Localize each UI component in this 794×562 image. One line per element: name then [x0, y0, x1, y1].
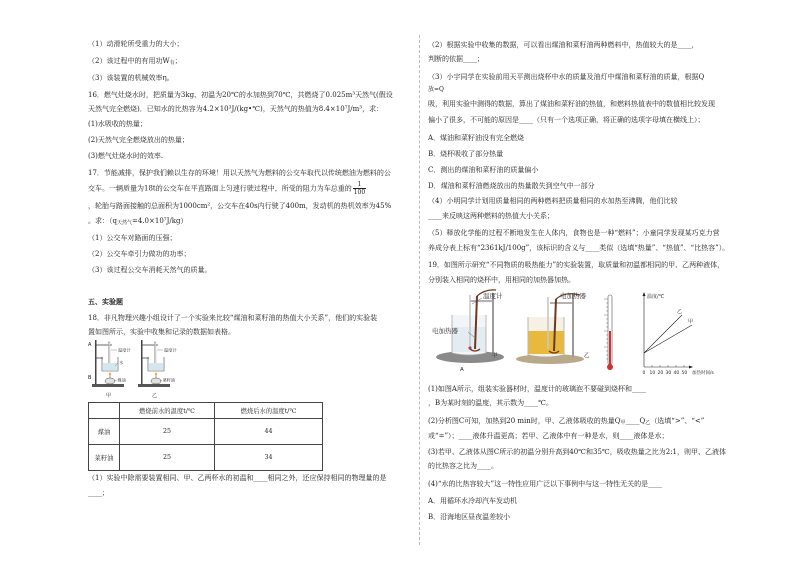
q18-part2-line2: 判断的依据____；: [428, 55, 484, 63]
q18-part4-line2: ____来反映这两种燃料的热值大小关系；: [428, 212, 554, 220]
q18-option-b: B．烧杯吸收了部分热量: [428, 150, 504, 158]
caption-jia: 甲: [106, 393, 112, 399]
q18-apparatus-figure: [88, 338, 180, 400]
rapeseed-oil-label: 菜籽油: [162, 377, 176, 383]
q15-part2-end: ；: [174, 57, 182, 65]
graph-x-label: 加热时间/s: [692, 371, 714, 376]
q19-part2-choices: （选填“>”、“<”: [650, 417, 705, 425]
q16-stem-line1: 16．燃气灶烧水时，把质量为3kg、初温为20℃的水加热到70℃，共燃烧了0.025m³天然气(假设: [88, 91, 393, 99]
q19-option-a: A．用循环水冷却汽车发动机: [428, 497, 518, 505]
q15-part2-subscript: 有: [169, 60, 175, 66]
graph-x-tick: 40: [673, 371, 680, 376]
q18-option-a: A．煤油和菜籽油没有完全燃烧: [428, 134, 525, 142]
q19-part2-text: (2)分析图C可知，加热到20 min时，甲、乙液体吸收的热量Q: [428, 417, 621, 425]
q-yi-subscript: 乙: [645, 420, 651, 426]
q18-part1-line1: （1）实验中除需要装置相同、甲、乙两杯水的初温和____相同之外，还应保持相同的物理量的是: [88, 474, 387, 482]
graph-x-tick: 50: [681, 371, 688, 376]
q17-stem-line3: ，轮胎与路面接触的总面积为1000cm²，公交车在40s内行驶了400m，发动机的热机效率为45%: [88, 202, 392, 210]
q18-stem-line1: 18．非凡物理兴趣小组设计了一个实验来比较“煤油和菜籽油的热值大小关系”，他们的实验装: [88, 314, 378, 322]
q19-part2-line1: [428, 416, 704, 428]
heater-label-jia: 电加热器: [432, 327, 458, 335]
q18-part5-line2: 养成分表上标有“2361kJ/100g”，该标识的含义与____类似（选填“热量”、“热值”、“比热容”）。: [428, 244, 730, 252]
q19-stem-line2: 分别装入相同的烧杯中，用相同的加热器加热。: [428, 276, 575, 284]
table-row: [89, 445, 323, 471]
graph-series-label-jia: 甲: [688, 319, 694, 325]
caption-jia: 甲: [492, 353, 498, 359]
table-cell: 煤油: [89, 419, 120, 445]
q17-line4-subscript: 天然气: [116, 220, 132, 226]
q16-part1: (1)水吸收的热量；: [88, 120, 147, 128]
q-jia-subscript: 甲: [620, 420, 626, 426]
q15-part3: （3）该装置的机械效率η。: [88, 74, 174, 82]
q18-data-table: [88, 402, 323, 471]
q17-line4-text: 。求：（q: [88, 217, 117, 225]
q17-stem-line4: [88, 216, 187, 228]
q17-part2: （2）公交车牵引力做功的功率；: [88, 250, 191, 258]
graph-series-label-yi: 乙: [677, 309, 683, 315]
section-title: 五、实验题: [88, 297, 123, 306]
caption-figure-a: A: [460, 367, 464, 373]
table-cell: 34: [215, 445, 323, 471]
q19-option-b: B．沿海地区昼夜温差较小: [428, 513, 511, 521]
fraction-numerator: 1: [353, 181, 366, 189]
q17-stem-line1: 17．节能减排，保护我们赖以生存的环境！用以天然气为燃料的公交车取代以传统燃油为燃料的公: [88, 169, 391, 177]
q16-part2: (2)天然气完全燃烧放出的热量；: [88, 136, 189, 144]
q18-option-c: C．测出的煤油和菜籽油的质量偏小: [428, 166, 539, 174]
temperature-time-graph: [643, 292, 715, 376]
heater-label-yi: 电加热器: [560, 292, 586, 300]
q15-part1: （1）动滑轮所受重力的大小；: [88, 40, 184, 48]
q19-part2-blank: ____Q: [625, 417, 646, 425]
q19-part2-line2: 或“=”）；____液体升温更高；若甲、乙液体中有一种是水，则____液体是水；: [428, 432, 669, 440]
q18-option-d: D．煤油和菜籽油燃烧放出的热量散失到空气中一部分: [428, 182, 595, 190]
q18-part3-line2: 放=Q: [428, 86, 444, 93]
caption-yi: 乙: [584, 353, 590, 359]
q19-part4: (4)“水的比热容较大”这一特性应用广泛以下事例中与这一特性无关的是____: [428, 480, 663, 488]
q19-stem-line1: 19．如图所示研究“不同物质的吸热能力”的实验装置，取质量和初温都相同的甲、乙两种液体，: [428, 261, 725, 269]
q17-stem-line2-text: 交车。一辆质量为18t的公交车在平直路面上匀速行驶过程中，所受的阻力为车总重的: [88, 184, 352, 193]
q17-stem-line2: [88, 181, 366, 196]
table-cell: 25: [120, 445, 215, 471]
table-header-cell: [89, 403, 120, 419]
q17-part1: （1）公交车对路面的压强；: [88, 234, 177, 242]
table-cell: 菜籽油: [89, 445, 120, 471]
column-divider: [419, 35, 420, 545]
water-label: 水: [119, 360, 124, 365]
graph-x-tick: 30: [665, 371, 672, 376]
q19-part3-line2: 的比热容之比为____。: [428, 462, 498, 470]
setup-yi-photo: [516, 293, 584, 364]
q15-part2-text: （2）该过程中的有用功W: [88, 57, 170, 65]
q17-line4-end: =4.0×10⁷J/kg）: [132, 217, 188, 225]
thermometer-label-yi: 温度计: [164, 347, 177, 353]
q18-part2-line1: （2）根据实验中收集的数据，可以看出煤油和菜籽油两种燃料中，热值较大的是____，: [428, 41, 699, 49]
q18-part1-line2: ____；: [88, 489, 109, 497]
table-cell: 25: [120, 419, 215, 445]
q15-part2: [88, 56, 182, 68]
table-header-cell: 燃烧后水的温度t/℃: [215, 403, 323, 419]
table-row: [89, 419, 323, 445]
fraction-denominator: 100: [353, 189, 366, 196]
figure-label-b: B: [88, 375, 92, 381]
q18-part3-line1: （3）小宇同学在实验前用天平测出烧杯中水的质量及油灯中煤油和菜籽油的质量，根据Q: [428, 73, 705, 81]
table-header-cell: 燃烧前水的温度t/℃: [120, 403, 215, 419]
q19-experiment-figure: [430, 287, 745, 377]
caption-yi: 乙: [152, 393, 158, 399]
thermometer-reading-figure: [604, 295, 613, 370]
table-cell: 44: [215, 419, 323, 445]
q19-part1-line1: (1)如图A所示，组装实验器材时，温度计的玻璃泡不要碰到烧杯和____: [428, 385, 646, 393]
q17-fraction: [353, 181, 366, 196]
q18-part3-line3: 吸，利用实验中测得的数据，算出了煤油和菜籽油的热值，和燃料热值表中的数值相比较发现: [428, 100, 715, 108]
q16-stem-line2: 天然气完全燃烧)．已知水的比热容为4.2×10³J/(kg•℃)，天然气的热值为8.4×10⁷J/m³，求：: [88, 105, 384, 113]
thermometer-label: 温度计: [483, 292, 503, 300]
graph-x-tick: 10: [649, 371, 656, 376]
graph-x-tick: 0: [642, 371, 646, 376]
graph-x-tick: 20: [657, 371, 664, 376]
table-header-row: [89, 403, 323, 419]
q16-part3: (3)燃气灶烧水时的效率.: [88, 152, 164, 160]
q17-part3: （3）该过程公交车消耗天然气的质量。: [88, 266, 212, 274]
q18-stem-line2: 置如图所示，实验中收集和记录的数据如表格。: [88, 328, 235, 336]
thermometer-label-jia: 温度计: [118, 347, 131, 353]
graph-y-label: 温度/℃: [647, 294, 665, 300]
q19-part1-line2: ，B为某时刻的温度，其示数为____℃。: [428, 399, 553, 407]
kerosene-label: 煤油: [117, 377, 126, 383]
figure-label-a: A: [88, 342, 92, 348]
q18-part4-line1: （4）小明同学计划用质量相同的两种燃料把质量相同的水加热至沸腾，他们比较: [428, 197, 678, 205]
q18-part3-line4: 偏小了很多，不可能的原因是____（只有一个选项正确，将正确的选项字母填在横线上）；: [428, 116, 705, 124]
q19-part3-line1: (3)若甲、乙液体从图C所示的初温分别升高到40℃和35℃，吸收热量之比为2:1，则甲、乙液体: [428, 448, 727, 456]
q18-part5-line1: （5）释放化学能的过程不断地发生在人体内，食物也是一种“燃料”；小童同学发现某巧克力营: [428, 229, 720, 237]
